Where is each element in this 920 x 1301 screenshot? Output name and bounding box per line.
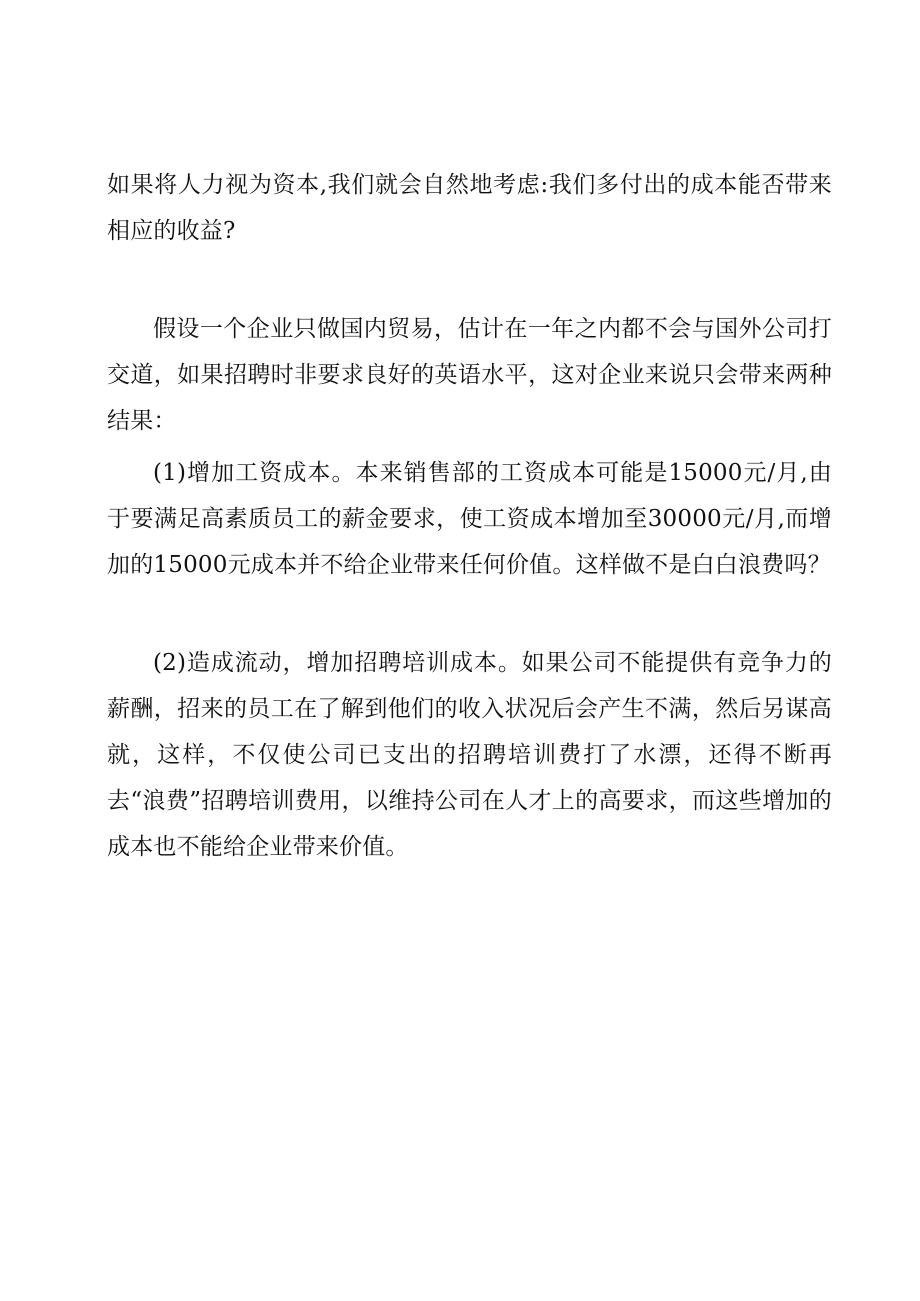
paragraph-result-1: (1)增加工资成本。本来销售部的工资成本可能是15000元/月,由于要满足高素质员工的薪金要求，使工资成本增加至30000元/月,而增加的15000元成本并不给企业带来任何价值。这样做不是白白浪费吗？ [107, 460, 832, 578]
paragraph-intro: 如果将人力视为资本,我们就会自然地考虑:我们多付出的成本能否带来相应的收益? [107, 172, 832, 244]
paragraph-assumption: 假设一个企业只做国内贸易，估计在一年之内都不会与国外公司打交道，如果招聘时非要求良好的英语水平，这对企业来说只会带来两种结果： [107, 316, 832, 434]
paragraph-result-2: (2)造成流动，增加招聘培训成本。如果公司不能提供有竞争力的薪酬，招来的员工在了解到他们的收入状况后会产生不满，然后另谋高就，这样，不仅使公司已支出的招聘培训费打了水漂，还得不断再去“浪费”招聘培训费用，以维持公司在人才上的高要求，而这些增加的成本也不能给企业带来价值。 [107, 650, 832, 860]
